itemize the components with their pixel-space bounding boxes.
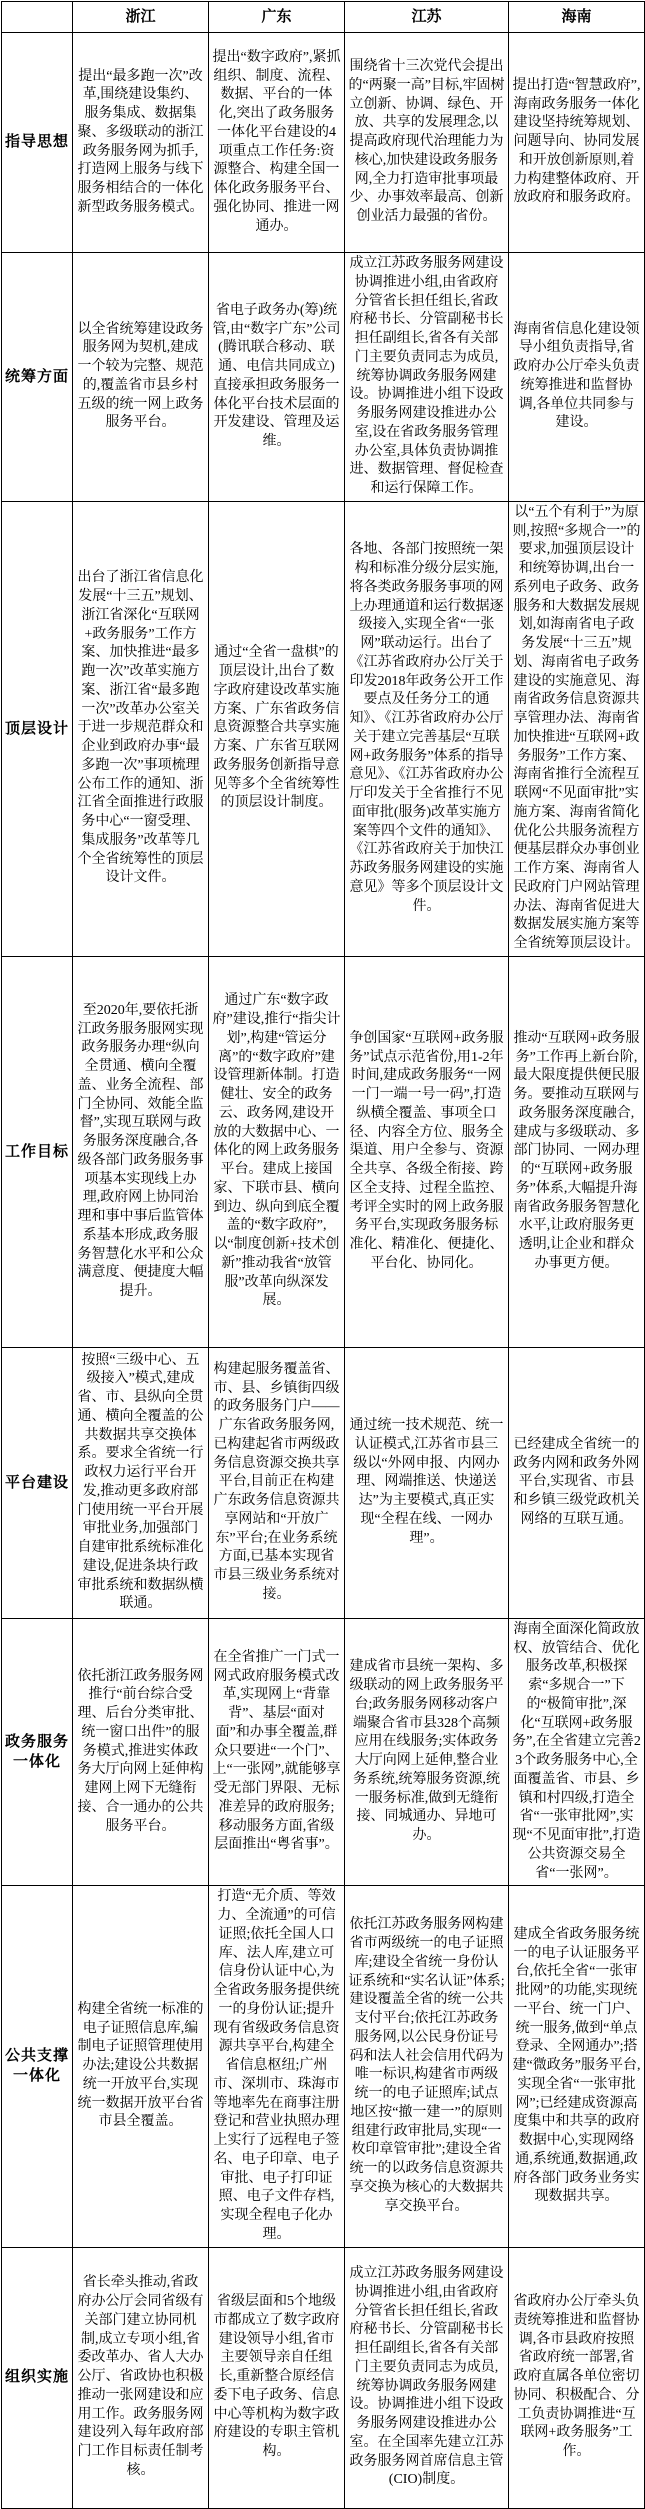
table-cell: 通过统一技术规范、统一认证模式,江苏省市县三级以“外网申报、内网办理、网端推送、快递送达”为主要模式,真正实现“全程在线、一网办理”。 [345, 1347, 509, 1618]
table-cell: 通过“全省一盘棋”的顶层设计,出台了数字政府建设改革实施方案、广东省政务信息资源整合共享实施方案、广东省互联网政务服务创新指导意见等多个全省统筹性的顶层设计制度。 [209, 501, 345, 956]
table-cell: 省级层面和5个地级市都成立了数字政府建设领导小组,省市主要领导亲自任组长,重新整合原经信委下电子政务、信息中心等机构为数字政府建设的专职主管机构。 [209, 2247, 345, 2508]
table-cell: 省电子政务办(筹)统管,由“数字广东”公司(腾讯联合移动、联通、电信共同成立)直接承担政务服务一体化平台技术层面的开发建设、管理及运维。 [209, 253, 345, 502]
table-row-service-integration [2, 1618, 645, 1886]
row-header-overall-coordination: 统筹方面 [2, 253, 73, 502]
row-header-public-support-integration: 公共支撑一体化 [2, 1886, 73, 2247]
table-cell: 各地、各部门按照统一架构和标准分级分层实施,将各类政务服务事项的网上办理通道和运行数据逐级接入,实现全省“一张网”联动运行。出台了《江苏省政府办公厅关于印发2018年政务公开工作要点及任务分工的通知》、《江苏省政府办公厅关于建立完善基层“互联网+政务服务”体系的指导意见》、《江苏省政府办公厅印发关于全省推行不见面审批(服务)改革实施方案等四个文件的通知》、《江苏省政府关于加快江苏政务服务网建设的实施意见》等多个顶层设计文件。 [345, 501, 509, 956]
table-row-guiding-ideology [2, 33, 645, 253]
header-row [2, 2, 645, 33]
table-cell: 建成全省政务服务统一的电子认证服务平台,依托全省“一张审批网”的功能,实现统一平台、统一门户、统一服务,做到“单点登录、全网通办”;搭建“微政务”服务平台,实现全省“一张审批网”;已经建成资源高度集中和共享的政府数据中心,实现网络通,系统通,数据通,政府各部门政务业务实现数据共享。 [509, 1886, 645, 2247]
table-cell: 以全省统筹建设政务服务网为契机,建成一个较为完整、规范的,覆盖省市县乡村五级的统一网上政务服务平台。 [73, 253, 209, 502]
table-cell: 以“五个有利于”为原则,按照“多规合一”的要求,加强顶层设计和统筹协调,出台一系列电子政务、政务服务和大数据发展规划,如海南省电子政务发展“十三五”规划、海南省电子政务建设的实施意见、海南省政务信息资源共享管理办法、海南省加快推进“互联网+政务服务”工作方案、海南省推行全流程互联网“不见面审批”实施方案、海南省简化优化公共服务流程方便基层群众办事创业工作方案、海南省人民政府门户网站管理办法、海南省促进大数据发展实施方案等全省统筹顶层设计。 [509, 501, 645, 956]
row-header-work-goals: 工作目标 [2, 956, 73, 1347]
table-row-platform-construction [2, 1347, 645, 1618]
table-row-public-support-integration [2, 1886, 645, 2247]
table-row-top-level-design [2, 501, 645, 956]
table-cell: 提出打造“智慧政府”,海南政务服务一体化建设坚持统筹规划、问题导向、协同发展和开放创新原则,着力构建整体政府、开放政府和服务政府。 [509, 33, 645, 253]
table-row-work-goals [2, 956, 645, 1347]
table-cell: 依托浙江政务服务网推行“前台综合受理、后台分类审批、统一窗口出件”的服务模式,推进实体政务大厅向网上延伸构建网上网下无缝衔接、合一通办的公共服务平台。 [73, 1618, 209, 1886]
table-cell: 提出“最多跑一次”改革,围绕建设集约、服务集成、数据集聚、多级联动的浙江政务服务网为抓手,打造网上服务与线下服务相结合的一体化新型政务服务模式。 [73, 33, 209, 253]
row-header-organization-implementation: 组织实施 [2, 2247, 73, 2508]
row-header-top-level-design: 顶层设计 [2, 501, 73, 956]
column-header-hainan: 海南 [509, 2, 645, 33]
table-cell: 建成省市县统一架构、多级联动的网上政务服务平台;政务服务网移动客户端聚合省市县328个高频应用在线服务;实体政务大厅向网上延伸,整合业务系统,统筹服务资源,统一服务标准,做到无缝衔接、同城通办、异地可办。 [345, 1618, 509, 1886]
column-header-jiangsu: 江苏 [345, 2, 509, 33]
column-header-guangdong: 广东 [209, 2, 345, 33]
table-cell: 争创国家“互联网+政务服务”试点示范省份,用1-2年时间,建成政务服务“一网一门一端一号一码”,打造纵横全覆盖、事项全口径、内容全方位、服务全渠道、用户全参与、资源全共享、各级全衔接、跨区全支持、过程全监控、考评全实时的网上政务服务平台,实现政务服务标准化、精准化、便捷化、平台化、协同化。 [345, 956, 509, 1347]
province-comparison-table [1, 1, 645, 2509]
table-cell: 省政府办公厅牵头负责统筹推进和监督协调,各市县政府按照省政府统一部署,省政府直属各单位密切协同、积极配合、分工负责协调推进“互联网+政务服务”工作。 [509, 2247, 645, 2508]
table-cell: 海南省信息化建设领导小组负责指导,省政府办公厅牵头负责统筹推进和监督协调,各单位共同参与建设。 [509, 253, 645, 502]
table-row-overall-coordination [2, 253, 645, 502]
table-cell: 成立江苏政务服务网建设协调推进小组,由省政府分管省长担任组长,省政府秘书长、分管副秘书长担任副组长,省各有关部门主要负责同志为成员,统筹协调政务服务网建设。协调推进小组下设政务服务网建设推进办公室,设在省政务服务管理办公室,具体负责协调推进、数据管理、督促检查和运行保障工作。 [345, 253, 509, 502]
table-cell: 按照“三级中心、五级接入”模式,建成省、市、县纵向全贯通、横向全覆盖的公共数据共享交换体系。要求全省统一行政权力运行平台开发,推动更多政府部门使用统一平台开展审批业务,加强部门自建审批系统标准化建设,促进条块行政审批系统和数据纵横联通。 [73, 1347, 209, 1618]
row-header-service-integration: 政务服务一体化 [2, 1618, 73, 1886]
table-cell: 提出“数字政府”,紧抓组织、制度、流程、数据、平台的一体化,突出了政务服务一体化平台建设的4项重点工作任务:资源整合、构建全国一体化政务服务平台、强化协同、推进一网通办。 [209, 33, 345, 253]
row-header-guiding-ideology: 指导思想 [2, 33, 73, 253]
table-cell: 依托江苏政务服务网构建省市两级统一的电子证照库;建设全省统一身份认证系统和“实名认证”体系;建设覆盖全省的统一公共支付平台;依托江苏政务服务网,以公民身份证号码和法人社会信用代码为唯一标识,构建省市两级统一的电子证照库;试点地区按“撤一建一”的原则组建行政审批局,实现“一枚印章管审批”;建设全省统一的以政务信息资源共享交换为核心的大数据共享交换平台。 [345, 1886, 509, 2247]
table-cell: 通过广东“数字政府”建设,推行“指尖计划”,构建“管运分离”的“数字政府”建设管理新体制。打造健壮、安全的政务云、政务网,建设开放的大数据中心、一体化的网上政务服务平台。建成上接国家、下联市县、横向到边、纵向到底全覆盖的“数字政府”,以“制度创新+技术创新”推动我省“放管服”改革向纵深发展。 [209, 956, 345, 1347]
table-cell: 已经建成全省统一的政务内网和政务外网平台,实现省、市县和乡镇三级党政机关网络的互联互通。 [509, 1347, 645, 1618]
table-cell: 成立江苏政务服务网建设协调推进小组,由省政府分管省长担任组长,省政府秘书长、分管副秘书长担任副组长,省各有关部门主要负责同志为成员,统筹协调政务服务网建设。协调推进小组下设政务服务网建设推进办公室。在全国率先建立江苏政务服务网首席信息主管(CIO)制度。 [345, 2247, 509, 2508]
column-header-zhejiang: 浙江 [73, 2, 209, 33]
row-header-platform-construction: 平台建设 [2, 1347, 73, 1618]
table-cell: 构建全省统一标准的电子证照信息库,编制电子证照管理使用办法;建设公共数据统一开放平台,实现统一数据开放平台省市县全覆盖。 [73, 1886, 209, 2247]
table-cell: 出台了浙江省信息化发展“十三五”规划、浙江省深化“互联网+政务服务”工作方案、加快推进“最多跑一次”改革实施方案、浙江省“最多跑一次”改革办公室关于进一步规范群众和企业到政府办事“最多跑一次”事项梳理公布工作的通知、浙江省全面推进行政服务中心“一窗受理、集成服务”改革等几个全省统筹性的顶层设计文件。 [73, 501, 209, 956]
table-cell: 省长牵头推动,省政府办公厅会同省级有关部门建立协同机制,成立专项小组,省委改革办、省人大办公厅、省政协也积极推动一张网建设和应用工作。政务服务网建设列入每年政府部门工作目标责任制考核。 [73, 2247, 209, 2508]
table-cell: 在全省推广一门式一网式政府服务模式改革,实现网上“背靠背”、基层“面对面”和办事全覆盖,群众只要进“一个门”、上“一张网”,就能够享受无部门界限、无标准差异的政府服务;移动服务方面,省级层面推出“粤省事”。 [209, 1618, 345, 1886]
table-cell: 打造“无介质、等效力、全流通”的可信证照;依托全国人口库、法人库,建立可信身份认证中心,为全省政务服务提供统一的身份认证;提升现有省级政务信息资源共享平台,构建全省信息枢纽;广州市、深圳市、珠海市等地率先在商事注册登记和营业执照办理上实行了远程电子签名、电子印章、电子审批、电子打印证照、电子文件存档,实现全程电子化办理。 [209, 1886, 345, 2247]
corner-cell [2, 2, 73, 33]
table-cell: 构建起服务覆盖省、市、县、乡镇街四级的政务服务门户——广东省政务服务网,已构建起省市两级政务信息资源交换共享平台,目前正在构建广东政务信息资源共享网站和“开放广东”平台;在业务系统方面,已基本实现省市县三级业务系统对接。 [209, 1347, 345, 1618]
table-cell: 至2020年,要依托浙江政务服务服网实现政务服务办理“纵向全贯通、横向全覆盖、业务全流程、部门全协同、效能全监督”,实现互联网与政务服务深度融合,各级各部门政务服务事项基本实现线上办理,政府网上协同治理和事中事后监管体系基本形成,政务服务智慧化水平和公众满意度、便捷度大幅提升。 [73, 956, 209, 1347]
table-cell: 推动“互联网+政务服务”工作再上新台阶,最大限度提供便民服务。要推动互联网与政务服务深度融合,建成与多级联动、多部门协同、一网办理的“互联网+政务服务”体系,大幅提升海南省政务服务智慧化水平,让政府服务更透明,让企业和群众办事更方便。 [509, 956, 645, 1347]
table-cell: 围绕省十三次党代会提出的“两聚一高”目标,牢固树立创新、协调、绿色、开放、共享的发展理念,以提高政府现代治理能力为核心,加快建设政务服务网,全力打造审批事项最少、办事效率最高、创新创业活力最强的省份。 [345, 33, 509, 253]
table-cell: 海南全面深化简政放权、放管结合、优化服务改革,积极探索“多规合一”下的“极简审批”,深化“互联网+政务服务”,在全省建立完善23个政务服务中心,全面覆盖省、市县、乡镇和村四级,打造全省“一张审批网”,实现“不见面审批”,打造公共资源交易全省“一张网”。 [509, 1618, 645, 1886]
table-row-organization-implementation [2, 2247, 645, 2508]
